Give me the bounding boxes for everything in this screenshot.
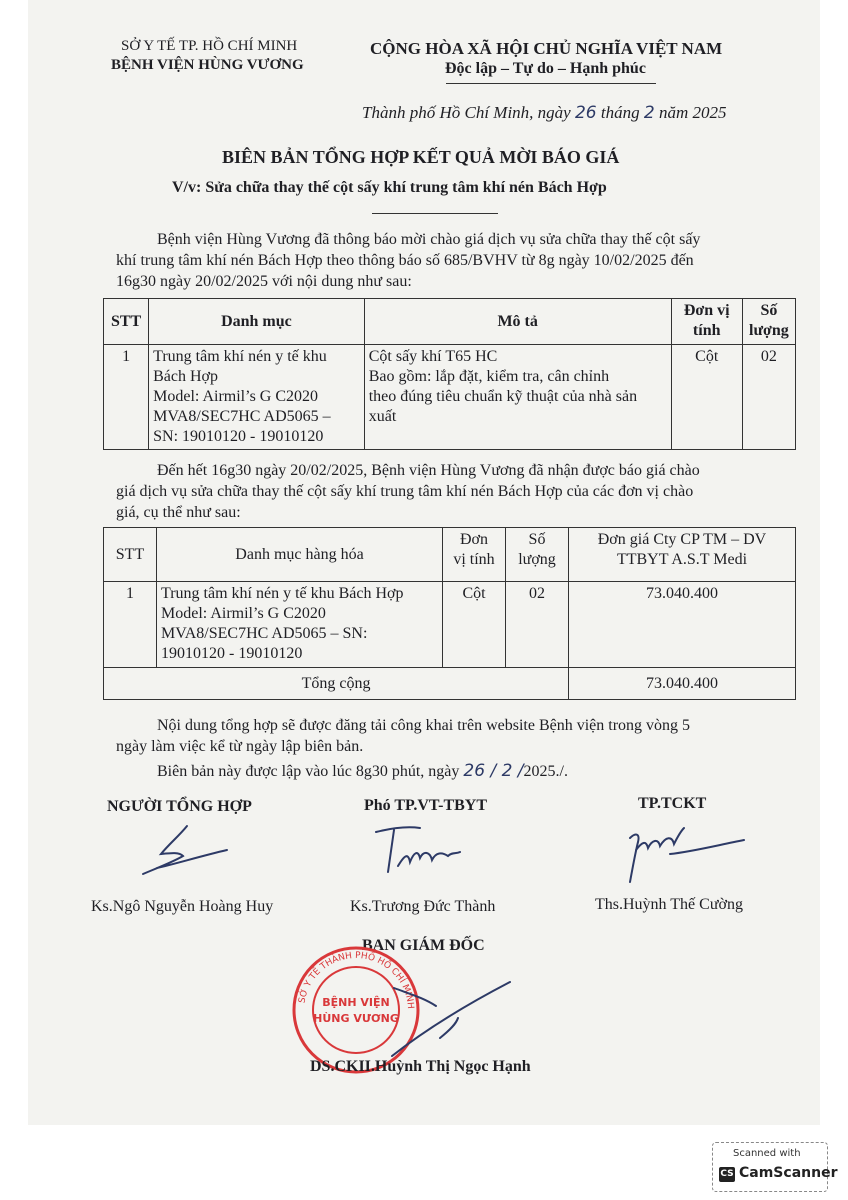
qty-line-1: Số <box>760 302 778 319</box>
middle-line-2: giá dịch vụ sửa chữa thay thế cột sấy khí trung tâm khí nén Bách Hợp của các đơn vị chào <box>116 483 694 500</box>
col-unit <box>671 299 742 345</box>
intro-line-2: khí trung tâm khí nén Bách Hợp theo thông báo số 685/BVHV từ 8g ngày 10/02/2025 đến <box>116 252 694 269</box>
category-line: Bách Hợp <box>153 368 219 385</box>
table-row <box>104 582 796 668</box>
stamp-inner-2: HÙNG VƯƠNG <box>313 1012 399 1025</box>
signature-director-icon <box>380 968 530 1060</box>
request-table <box>103 298 796 450</box>
director-name: DS.CKII.Huỳnh Thị Ngọc Hạnh <box>310 1058 531 1075</box>
total-value: 73.040.400 <box>569 668 796 700</box>
header-hospital: BỆNH VIỆN HÙNG VƯƠNG <box>111 57 304 73</box>
intro-line-1: Bệnh viện Hùng Vương đã thông báo mời chào giá dịch vụ sửa chữa thay thế cột sấy <box>157 231 701 248</box>
row-unit: Cột <box>443 582 506 668</box>
closing-line-1: Nội dung tổng hợp sẽ được đăng tải công khai trên website Bệnh viện trong vòng 5 <box>157 717 691 734</box>
stamp-inner-1: BỆNH VIỆN <box>322 996 390 1009</box>
camscanner-line-1: Scanned with <box>733 1148 801 1159</box>
middle-line-3: giá, cụ thể như sau: <box>116 504 241 521</box>
middle-line-1: Đến hết 16g30 ngày 20/02/2025, Bệnh viện Hùng Vương đã nhận được báo giá chào <box>157 462 700 479</box>
goods-line: 19010120 - 19010120 <box>161 645 303 662</box>
row-unit: Cột <box>671 345 742 450</box>
qty-line-2: lượng <box>749 322 789 339</box>
category-line: Trung tâm khí nén y tế khu <box>153 348 327 365</box>
motto-underline <box>446 83 656 84</box>
row-category <box>149 345 365 450</box>
closing-line-3-suffix: 2025./. <box>523 763 568 780</box>
stamp-ring-text: SỞ Y TẾ THÀNH PHỐ HỒ CHÍ MINH <box>297 950 416 1010</box>
col-category: Danh mục <box>149 299 365 345</box>
description-line: theo đúng tiêu chuẩn kỹ thuật của nhà sản <box>368 388 638 405</box>
total-row <box>104 668 796 700</box>
price-line-2: TTBYT A.S.T Medi <box>616 551 748 568</box>
closing-handwritten-date: 26 / 2 / <box>463 761 524 781</box>
signature-mid-icon <box>372 822 468 878</box>
quotation-table <box>103 527 796 700</box>
qty-line-1: Số <box>528 531 546 548</box>
table-row <box>104 345 796 450</box>
goods-line: MVA8/SEC7HC AD5065 – SN: <box>161 625 368 642</box>
closing-line-3 <box>157 761 568 782</box>
category-line: SN: 19010120 - 19010120 <box>153 428 324 445</box>
row-qty: 02 <box>506 582 569 668</box>
camscanner-logo-icon: CS <box>719 1167 735 1182</box>
header-republic: CỘNG HÒA XÃ HỘI CHỦ NGHĨA VIỆT NAM <box>370 39 723 58</box>
qty-line-2: lượng <box>518 551 556 568</box>
intro-line-3: 16g30 ngày 20/02/2025 với nội dung như sau: <box>116 273 412 290</box>
document-subject: V/v: Sửa chữa thay thế cột sấy khí trung tâm khí nén Bách Hợp <box>172 179 607 196</box>
camscanner-line-2: CamScanner <box>739 1165 838 1181</box>
goods-line: Trung tâm khí nén y tế khu Bách Hợp <box>161 585 404 602</box>
row-stt: 1 <box>104 345 149 450</box>
row-description <box>364 345 671 450</box>
date-month-label: tháng <box>600 103 640 122</box>
date-line <box>362 103 726 123</box>
closing-line-2: ngày làm việc kể từ ngày lập biên bản. <box>116 738 364 755</box>
header-motto: Độc lập – Tự do – Hạnh phúc <box>445 60 646 77</box>
col-description: Mô tả <box>364 299 671 345</box>
request-table-header <box>104 299 796 345</box>
row-goods <box>157 582 443 668</box>
unit-line-2: vị tính <box>453 551 495 568</box>
description-line: Cột sấy khí T65 HC <box>368 348 498 365</box>
col-qty <box>506 528 569 582</box>
date-day: 26 <box>574 103 597 123</box>
col-price <box>569 528 796 582</box>
col-qty <box>742 299 795 345</box>
total-label: Tổng cộng <box>104 668 569 700</box>
camscanner-badge <box>712 1142 838 1192</box>
category-line: Model: Airmil’s G C2020 <box>153 388 319 405</box>
goods-line: Model: Airmil’s G C2020 <box>161 605 326 622</box>
signer-left-name: Ks.Ngô Nguyễn Hoàng Huy <box>91 898 274 915</box>
title-divider <box>372 213 498 214</box>
director-title: BAN GIÁM ĐỐC <box>362 937 485 954</box>
closing-line-3-prefix: Biên bản này được lập vào lúc 8g30 phút, ngày <box>157 763 460 780</box>
signer-mid-title: Phó TP.VT-TBYT <box>364 797 488 814</box>
col-goods: Danh mục hàng hóa <box>157 528 443 582</box>
date-prefix: Thành phố Hồ Chí Minh, ngày <box>362 103 571 122</box>
unit-line-1: Đơn vị <box>683 302 730 319</box>
signer-left-title: NGƯỜI TỔNG HỢP <box>107 798 252 815</box>
price-line-1: Đơn giá Cty CP TM – DV <box>597 531 767 548</box>
category-line: MVA8/SEC7HC AD5065 – <box>153 408 331 425</box>
description-line: xuất <box>368 408 397 425</box>
row-stt: 1 <box>104 582 157 668</box>
date-month: 2 <box>643 103 655 123</box>
unit-line-2: tính <box>692 322 721 339</box>
signer-right-name: Ths.Huỳnh Thế Cường <box>595 896 743 913</box>
signer-mid-name: Ks.Trương Đức Thành <box>350 898 496 915</box>
header-dept: SỞ Y TẾ TP. HỒ CHÍ MINH <box>121 38 298 54</box>
quotation-table-header <box>104 528 796 582</box>
row-price: 73.040.400 <box>569 582 796 668</box>
signature-left-icon <box>135 820 235 876</box>
date-year: năm 2025 <box>658 103 727 122</box>
description-line: Bao gồm: lắp đặt, kiểm tra, cân chỉnh <box>368 368 610 385</box>
unit-line-1: Đơn <box>459 531 488 548</box>
col-stt: STT <box>104 528 157 582</box>
col-stt: STT <box>104 299 149 345</box>
document-title: BIÊN BẢN TỔNG HỢP KẾT QUẢ MỜI BÁO GIÁ <box>222 147 620 167</box>
signature-right-icon <box>620 820 750 890</box>
col-unit <box>443 528 506 582</box>
row-qty: 02 <box>742 345 795 450</box>
signer-right-title: TP.TCKT <box>638 795 707 812</box>
